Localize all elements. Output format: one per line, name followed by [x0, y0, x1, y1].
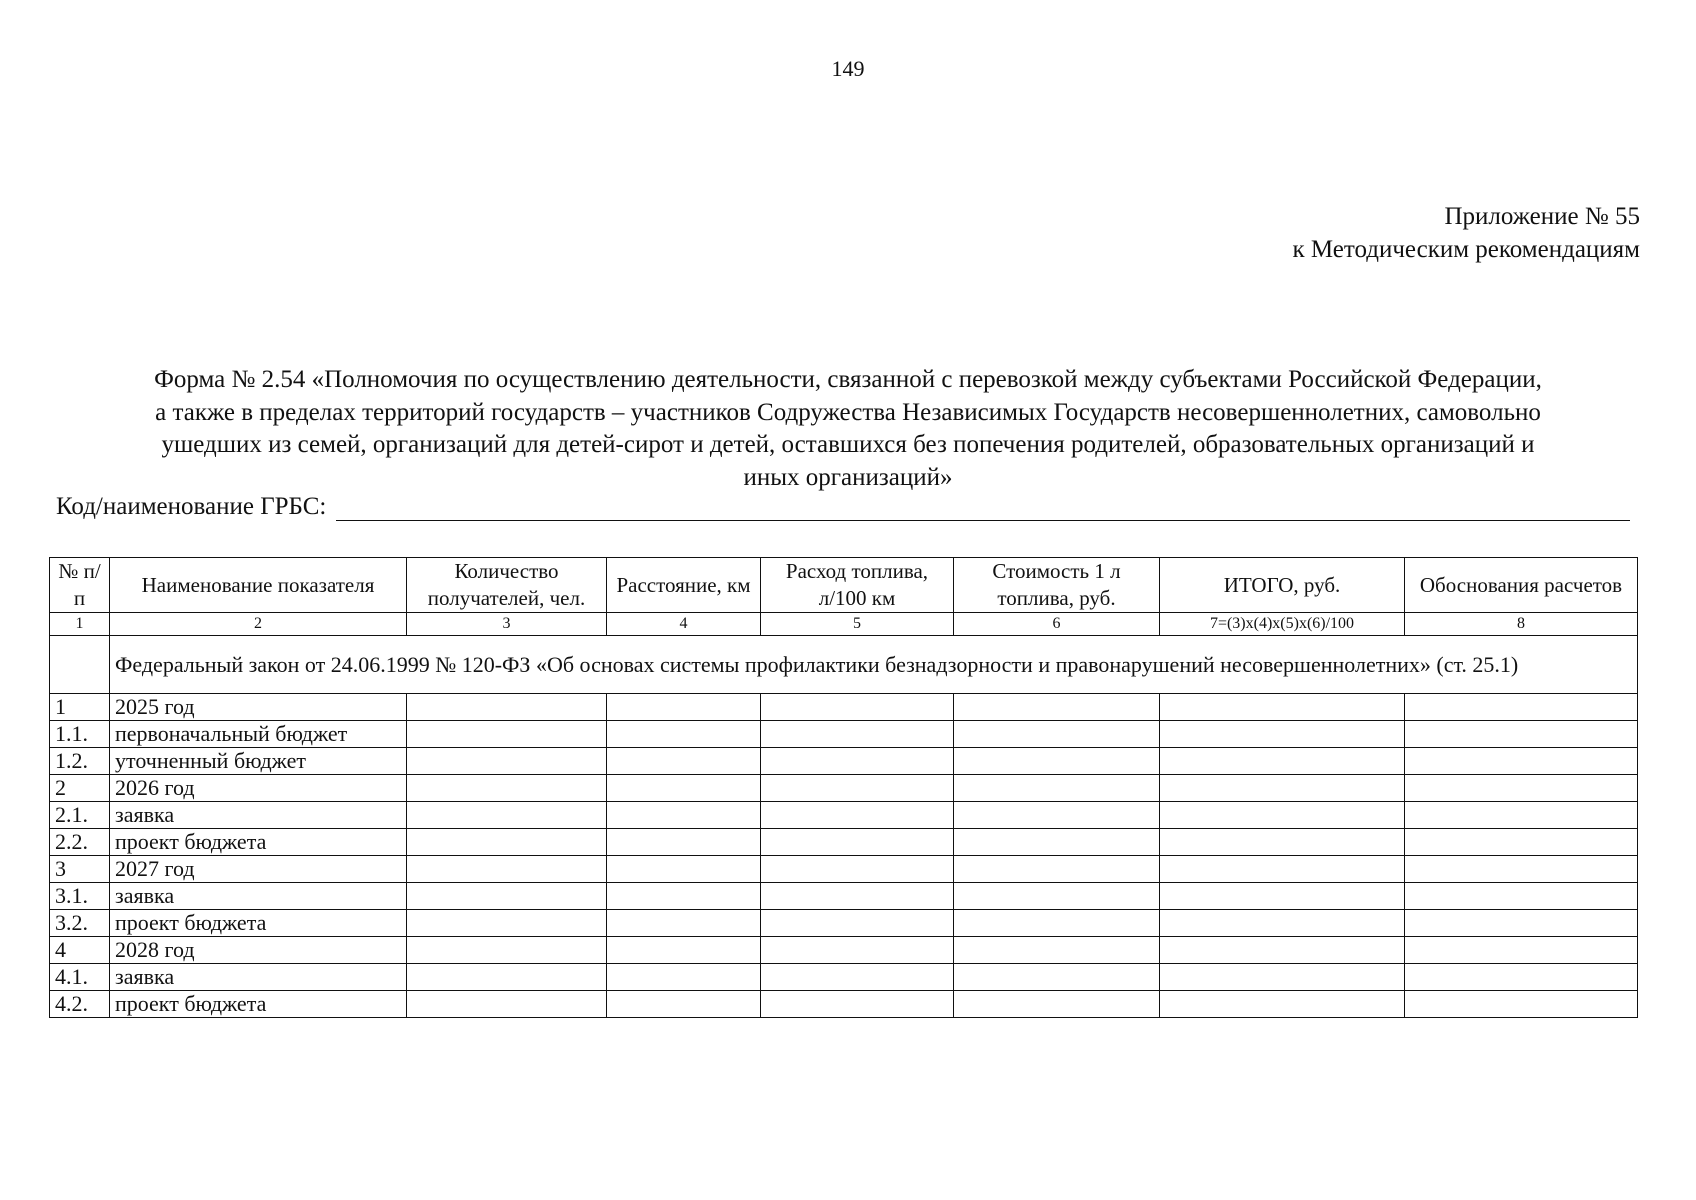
value-cell[interactable] [954, 775, 1160, 802]
value-cell[interactable] [607, 991, 761, 1018]
row-number-cell: 1.1. [50, 721, 110, 748]
column-number-cell: 1 [50, 613, 110, 636]
value-cell[interactable] [761, 775, 954, 802]
value-cell[interactable] [407, 775, 607, 802]
value-cell[interactable] [761, 937, 954, 964]
value-cell[interactable] [1160, 775, 1405, 802]
value-cell[interactable] [607, 964, 761, 991]
indicator-name-cell: первоначальный бюджет [110, 721, 407, 748]
indicator-name-cell: проект бюджета [110, 991, 407, 1018]
value-cell[interactable] [954, 937, 1160, 964]
table-row [50, 748, 1638, 775]
value-cell[interactable] [407, 748, 607, 775]
row-number-cell: 1.2. [50, 748, 110, 775]
value-cell[interactable] [1160, 748, 1405, 775]
value-cell[interactable] [1160, 856, 1405, 883]
column-number-cell: 5 [761, 613, 954, 636]
header-cell: № п/п [50, 558, 110, 613]
value-cell[interactable] [1160, 829, 1405, 856]
row-number-cell: 4.1. [50, 964, 110, 991]
column-number-cell: 7=(3)x(4)x(5)x(6)/100 [1160, 613, 1405, 636]
form-table [49, 557, 1638, 1018]
row-number-cell: 2.2. [50, 829, 110, 856]
table-row [50, 991, 1638, 1018]
value-cell[interactable] [407, 694, 607, 721]
indicator-name-cell: 2027 год [110, 856, 407, 883]
grbs-label: Код/наименование ГРБС: [56, 493, 327, 520]
row-number-cell: 3.2. [50, 910, 110, 937]
value-cell[interactable] [1405, 775, 1638, 802]
column-number-cell: 6 [954, 613, 1160, 636]
indicator-name-cell: заявка [110, 883, 407, 910]
value-cell[interactable] [1160, 694, 1405, 721]
column-number-cell: 3 [407, 613, 607, 636]
indicator-name-cell: 2028 год [110, 937, 407, 964]
value-cell[interactable] [407, 883, 607, 910]
table-row [50, 964, 1638, 991]
row-number-cell: 1 [50, 694, 110, 721]
header-cell: Расход топлива, л/100 км [761, 558, 954, 613]
value-cell[interactable] [1405, 721, 1638, 748]
header-cell: Расстояние, км [607, 558, 761, 613]
value-cell[interactable] [407, 991, 607, 1018]
value-cell[interactable] [1405, 910, 1638, 937]
value-cell[interactable] [1405, 964, 1638, 991]
table-header-row [50, 558, 1638, 613]
table-row [50, 910, 1638, 937]
value-cell[interactable] [954, 829, 1160, 856]
column-number-row [50, 613, 1638, 636]
value-cell[interactable] [954, 910, 1160, 937]
value-cell[interactable] [607, 694, 761, 721]
value-cell[interactable] [407, 856, 607, 883]
value-cell[interactable] [407, 937, 607, 964]
indicator-name-cell: уточненный бюджет [110, 748, 407, 775]
column-number-cell: 8 [1405, 613, 1638, 636]
row-number-cell: 4.2. [50, 991, 110, 1018]
value-cell[interactable] [954, 856, 1160, 883]
indicator-name-cell: 2025 год [110, 694, 407, 721]
indicator-name-cell: проект бюджета [110, 910, 407, 937]
row-number-cell: 2 [50, 775, 110, 802]
form-title [56, 364, 1640, 494]
table-row [50, 775, 1638, 802]
form-title-line: а также в пределах территорий государств – участников Содружества Независимых Государств несовершеннолетних, самовольно [155, 398, 1541, 426]
value-cell[interactable] [1160, 721, 1405, 748]
value-cell[interactable] [1160, 883, 1405, 910]
value-cell[interactable] [1160, 910, 1405, 937]
column-number-cell: 4 [607, 613, 761, 636]
header-cell: Стоимость 1 л топлива, руб. [954, 558, 1160, 613]
value-cell[interactable] [1160, 937, 1405, 964]
row-number-cell: 3 [50, 856, 110, 883]
value-cell[interactable] [1405, 694, 1638, 721]
form-title-line: ушедших из семей, организаций для детей-сирот и детей, оставшихся без попечения родителей, образовательных организаций и [161, 431, 1535, 458]
header-cell: ИТОГО, руб. [1160, 558, 1405, 613]
form-title-line: Форма № 2.54 «Полномочия по осуществлению деятельности, связанной с перевозкой между субъектами Российской Федерации, [154, 366, 1542, 393]
value-cell[interactable] [761, 910, 954, 937]
row-number-cell: 4 [50, 937, 110, 964]
value-cell[interactable] [407, 721, 607, 748]
value-cell[interactable] [761, 991, 954, 1018]
value-cell[interactable] [1160, 991, 1405, 1018]
grbs-blank-line[interactable] [336, 495, 1630, 521]
table-row [50, 721, 1638, 748]
value-cell[interactable] [954, 883, 1160, 910]
value-cell[interactable] [607, 721, 761, 748]
law-reference-row [50, 636, 1638, 694]
appendix-subtitle: к Методическим рекомендациям [1292, 236, 1640, 263]
table-row [50, 829, 1638, 856]
value-cell[interactable] [407, 829, 607, 856]
value-cell[interactable] [761, 964, 954, 991]
value-cell[interactable] [954, 802, 1160, 829]
value-cell[interactable] [407, 802, 607, 829]
law-reference-text: Федеральный закон от 24.06.1999 № 120-ФЗ «Об основах системы профилактики безнадзорности и правонарушений несовершеннолетних» (ст. 25.1) [110, 636, 1638, 694]
table-row [50, 802, 1638, 829]
header-cell: Наименование показателя [110, 558, 407, 613]
value-cell[interactable] [1405, 829, 1638, 856]
value-cell[interactable] [954, 748, 1160, 775]
value-cell[interactable] [1405, 883, 1638, 910]
page-number: 149 [831, 56, 865, 81]
law-number-cell [50, 636, 110, 694]
value-cell[interactable] [954, 991, 1160, 1018]
value-cell[interactable] [1405, 856, 1638, 883]
column-number-cell: 2 [110, 613, 407, 636]
value-cell[interactable] [607, 748, 761, 775]
value-cell[interactable] [1160, 964, 1405, 991]
value-cell[interactable] [761, 748, 954, 775]
table-row [50, 937, 1638, 964]
value-cell[interactable] [607, 775, 761, 802]
table-row [50, 883, 1638, 910]
value-cell[interactable] [1405, 991, 1638, 1018]
value-cell[interactable] [1405, 802, 1638, 829]
appendix-reference [1292, 200, 1640, 266]
table-row [50, 694, 1638, 721]
indicator-name-cell: заявка [110, 802, 407, 829]
value-cell[interactable] [1160, 802, 1405, 829]
grbs-field [56, 493, 1630, 521]
value-cell[interactable] [1405, 748, 1638, 775]
value-cell[interactable] [761, 829, 954, 856]
indicator-name-cell: заявка [110, 964, 407, 991]
value-cell[interactable] [407, 910, 607, 937]
value-cell[interactable] [407, 964, 607, 991]
header-cell: Обоснования расчетов [1405, 558, 1638, 613]
indicator-name-cell: 2026 год [110, 775, 407, 802]
form-title-line: иных организаций» [743, 463, 953, 491]
value-cell[interactable] [607, 856, 761, 883]
table-row [50, 856, 1638, 883]
value-cell[interactable] [607, 829, 761, 856]
value-cell[interactable] [607, 802, 761, 829]
row-number-cell: 2.1. [50, 802, 110, 829]
appendix-number: Приложение № 55 [1444, 203, 1640, 230]
value-cell[interactable] [761, 721, 954, 748]
value-cell[interactable] [954, 964, 1160, 991]
value-cell[interactable] [954, 694, 1160, 721]
value-cell[interactable] [607, 910, 761, 937]
value-cell[interactable] [761, 802, 954, 829]
value-cell[interactable] [761, 856, 954, 883]
value-cell[interactable] [761, 694, 954, 721]
value-cell[interactable] [607, 883, 761, 910]
value-cell[interactable] [761, 883, 954, 910]
row-number-cell: 3.1. [50, 883, 110, 910]
indicator-name-cell: проект бюджета [110, 829, 407, 856]
header-cell: Количество получателей, чел. [407, 558, 607, 613]
value-cell[interactable] [607, 937, 761, 964]
value-cell[interactable] [954, 721, 1160, 748]
value-cell[interactable] [1405, 937, 1638, 964]
